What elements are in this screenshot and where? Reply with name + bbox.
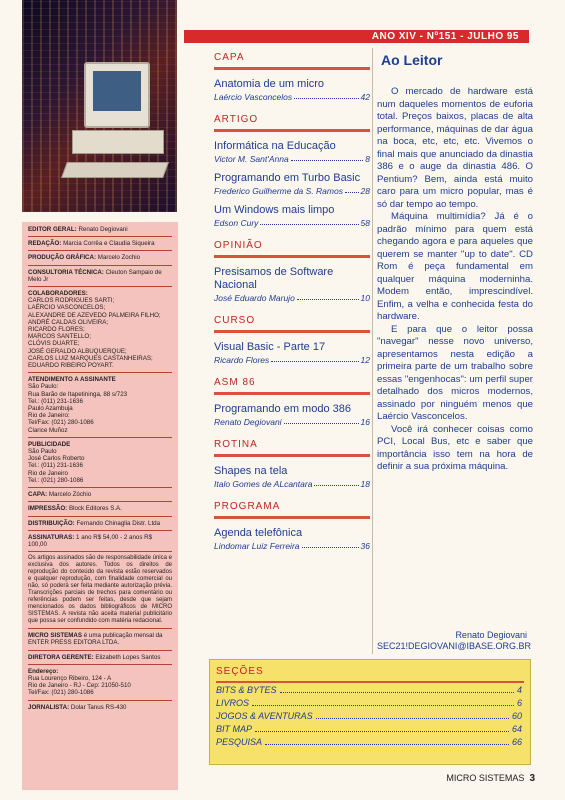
toc-item-author-row [214,293,370,303]
credit-diretora: DIRETORA GERENTE: Elizabeth Lopes Santos [28,654,172,665]
toc-item-page: 28 [360,186,370,196]
editorial-paragraph: Você irá conhecer coisas como PCI, Local Bus, etc e saber que importância isso tem na hora de definir a sua próxima máquina. [377,423,533,472]
credit-impressao: IMPRESSÃO: Block Editores S.A. [28,505,172,516]
toc-item-author: Edson Cury [214,218,259,228]
dot-leader [291,154,364,161]
toc-item-author-row [214,417,370,427]
issue-banner: ANO XIV - Nº151 - JULHO 95 [184,30,529,43]
secoes-rule [216,681,524,683]
section-heading: OPINIÃO [214,240,263,251]
signature-name: Renato Degiovani [455,630,527,640]
section-rule [214,516,370,519]
section-heading: ARTIGO [214,114,259,125]
editorial-paragraph: E para que o leitor possa "navegar" nesse novo universo, apresentamos nesta edição a primeira parte de um trabalho sobre essas "engenhocas": um perfil super detalhado dos micros modernos, assinado por ninguém menos que Laércio Vasconcelos. [377,323,533,422]
secao-name: LIVROS [216,698,250,708]
dot-leader [284,417,359,424]
secao-item[interactable] [216,698,522,709]
section-rule [214,67,370,70]
section-heading: PROGRAMA [214,501,281,512]
toc-item-author-row [214,186,370,196]
toc-item-author-row [214,541,370,551]
toc-item-title[interactable]: Programando em Turbo Basic [214,172,361,184]
credit-atendimento: ATENDIMENTO A ASSINANTE São Paulo: Rua Barão de Itapetininga, 88 s/723 Tel.: (011) 231-1636 Paulo Azambuja Rio de Janeiro: Tel/Fax: (021) 280-1086 Clarice Muñoz [28,376,172,438]
toc-item-page: 36 [360,541,370,551]
section-rule [214,454,370,457]
toc-item-author: Victor M. Sant'Anna [214,154,289,164]
editorial-paragraph: Máquina multimídia? Já é o padrão mínimo para quem está chegando agora e para aqueles que querem se manter "up to date". CD Rom é peça fundamental em qualquer máquina moderninha. Modem então, imprescindível. Enfim, a velha e conhecida festa do hardware. [377,211,533,322]
secao-item[interactable] [216,711,522,722]
dot-leader [255,724,509,732]
editorial-body [377,86,533,474]
credit-publisher: MICRO SISTEMAS é uma publicação mensal da ENTER PRESS EDITORA LTDA. [28,632,172,650]
credit-jornalista: JORNALISTA: Dolar Tanus RS-430 [28,703,127,711]
secao-item[interactable] [216,724,522,735]
dot-leader [252,698,514,706]
dot-leader [280,685,514,693]
section-rule [214,129,370,132]
toc-item-title[interactable]: Informática na Educação [214,140,336,152]
credits-panel [22,222,178,790]
editorial-title: Ao Leitor [381,52,443,68]
secao-name: BIT MAP [216,724,253,734]
toc-item-title[interactable]: Agenda telefônica [214,527,303,539]
section-rule [214,392,370,395]
credit-assinaturas: ASSINATURAS: 1 ano R$ 54,00 - 2 anos R$ 100,00 [28,534,172,552]
signature-email: SEC21!DEGIOVANI@IBASE.ORG.BR [377,641,532,651]
page-footer [395,773,535,784]
dot-leader [316,711,509,719]
toc-item-author: Laércio Vasconcelos [214,92,293,102]
dot-leader [302,541,359,548]
credit-producao: PRODUÇÃO GRÁFICA: Marcelo Zochio [28,254,172,265]
secao-name: PESQUISA [216,737,263,747]
secao-item[interactable] [216,685,522,696]
toc-item-page: 12 [360,355,370,365]
cover-photo [22,0,177,212]
secao-page: 60 [511,711,522,721]
toc-item-page: 42 [360,92,370,102]
dot-leader [265,737,509,745]
section-heading: ROTINA [214,439,258,450]
toc-item-page: 8 [365,154,370,164]
secao-page: 66 [511,737,522,747]
monitor-screen [93,71,141,111]
table-of-contents [208,52,370,563]
section-rule [214,330,370,333]
toc-item-page: 58 [360,218,370,228]
credit-redacao: REDAÇÃO: Marcia Corrêa e Claudia Siqueira [28,240,172,251]
dot-leader [260,218,358,225]
dot-leader [314,479,358,486]
toc-item-author: Lindomar Luiz Ferreira [214,541,300,551]
secoes-title: SEÇÕES [216,666,264,677]
credit-endereco: Endereço: Rua Lourenço Ribeiro, 124 - A Rio de Janeiro - RJ - Cep: 21050-510 Tel/Fax: (021) 280-1086 [28,668,172,701]
toc-item-author: Renato Degiovani [214,417,282,427]
toc-item-author: Italo Gomes de ALcantara [214,479,313,489]
credit-capa: CAPA: Marcelo Zóchio [28,491,172,502]
section-heading: ASM 86 [214,377,256,388]
secao-name: JOGOS & AVENTURAS [216,711,313,721]
credit-legal-note: Os artigos assinados são de responsabilidade única e exclusiva dos autores. Todos os direitos de reprodução do conteúdo da revista estão reservados e qualquer reprodução, com finalidade comercial ou não, só poderá ser feita mediante autorização prévia. Transcrições parciais de trechos para comentário ou referências podem ser feitas, desde que sejam mencionados os dados bibliográficos de MICRO SISTEMAS. A revista não aceita material publicitário que possa ser confundido com matéria redacional. [28,555,172,629]
dot-leader [294,92,358,99]
credit-distribuicao: DISTRIBUIÇÃO: Fernando Chinaglia Distr. Ltda [28,520,172,531]
toc-item-author-row [214,92,370,102]
editorial-signature [377,630,532,652]
toc-item-page: 10 [360,293,370,303]
toc-item-title[interactable]: Anatomia de um micro [214,78,325,90]
toc-item-page: 18 [360,479,370,489]
toc-item-author: Ricardo Flores [214,355,270,365]
credit-consultoria: CONSULTORIA TÉCNICA: Cleuton Sampaio de Melo Jr [28,269,172,287]
toc-item-author: Frederico Guilherme da S. Ramos [214,186,343,196]
secao-name: BITS & BYTES [216,685,277,695]
credit-publicidade: PUBLICIDADE São Paulo José Carlos Roberto Tel.: (011) 231-1636 Rio de Janeiro Tel.: (021) 280-1086 [28,441,172,488]
footer-magazine: MICRO SISTEMAS [446,773,525,783]
editorial-paragraph: O mercado de hardware está num daqueles momentos de euforia total. Preços baixos, placas de alta performance, máquinas de dar água na boca, etc, etc, etc. Vivemos o final mais que anunciado da dinastia 386 e o auge da dinastia 486. O Pentium? Bem, ainda está muito caro para um micro popular, mas é só dar tempo ao tempo. [377,86,533,210]
toc-item-title[interactable]: Presisamos de Software Nacional [214,266,334,291]
toc-item-title[interactable]: Um Windows mais limpo [214,204,335,216]
section-heading: CAPA [214,52,245,63]
editorial [377,52,533,474]
toc-item-author-row [214,154,370,164]
toc-item-page: 16 [360,417,370,427]
secao-page: 64 [511,724,522,734]
secoes-box [209,659,531,765]
dot-leader [271,355,358,362]
section-rule [214,255,370,258]
toc-item-title[interactable]: Shapes na tela [214,465,288,477]
credit-colaboradores: COLABORADORES: CARLOS RODRIGUES SARTI; LAÉRCIO VASCONCELOS; ALEXANDRE DE AZEVEDO PALMEIRA FILHO; ANDRÉ CALDAS OLIVEIRA; RICARDO FLORES; MARCOS SANTELLO; CLÓVIS DUARTE; JOSÉ GERALDO ALBUQUERQUE; CARLOS LUIZ MARQUES CASTANHEIRAS; EDUARDO RIBEIRO POYART. [28,290,172,373]
page-number: 3 [529,773,535,784]
toc-item-author-row [214,355,370,365]
keyboard-illustration [61,162,169,178]
secoes-list [210,685,530,748]
section-heading: CURSO [214,315,256,326]
toc-item-author: José Eduardo Marujo [214,293,295,303]
monitor-illustration [84,62,150,128]
credit-editor: EDITOR GERAL: Renato Degiovani [28,226,172,237]
secao-page: 6 [516,698,522,708]
dot-leader [297,293,359,300]
toc-item-title[interactable]: Programando em modo 386 [214,403,351,415]
toc-item-author-row [214,479,370,489]
secao-item[interactable] [216,737,522,748]
toc-item-author-row [214,218,370,228]
dot-leader [345,186,359,193]
computer-case-illustration [72,130,164,154]
toc-item-title[interactable]: Visual Basic - Parte 17 [214,341,326,353]
secao-page: 4 [516,685,522,695]
column-divider [372,48,373,654]
